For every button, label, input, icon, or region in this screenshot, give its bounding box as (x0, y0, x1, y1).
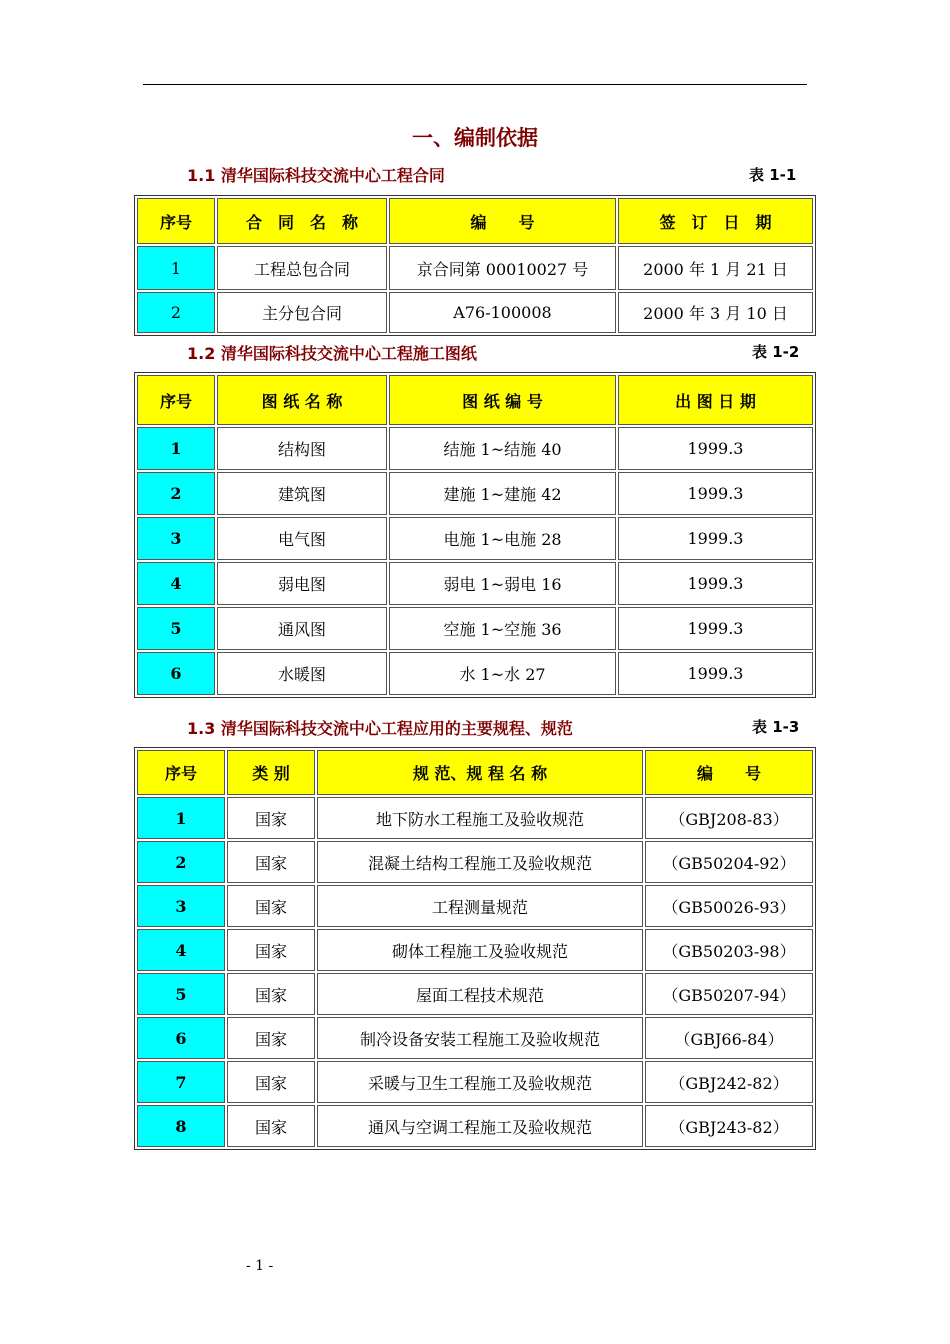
table-cell: 水 1~水 27 (389, 652, 616, 695)
table-cell: 电气图 (217, 517, 387, 560)
table-row (137, 797, 813, 839)
table-cell: 1999.3 (618, 427, 813, 470)
table-cell: 结构图 (217, 427, 387, 470)
header-cell: 签 订 日 期 (618, 198, 813, 244)
table-cell: 结施 1~结施 40 (389, 427, 616, 470)
table-row (137, 1061, 813, 1103)
table-cell: 建筑图 (217, 472, 387, 515)
table-cell: 国家 (227, 841, 315, 883)
table-cell: 砌体工程施工及验收规范 (317, 929, 643, 971)
table-cell: 国家 (227, 885, 315, 927)
header-cell: 图 纸 编 号 (389, 375, 616, 425)
row-index-cell: 4 (137, 562, 215, 605)
table-cell: 国家 (227, 929, 315, 971)
table-cell: 1999.3 (618, 652, 813, 695)
section-1-title: 1.1 清华国际科技交流中心工程合同 (187, 166, 445, 185)
page-title: 一、编制依据 (412, 126, 538, 150)
table-cell: 1999.3 (618, 472, 813, 515)
row-index-cell: 6 (137, 1017, 225, 1059)
row-index-cell: 3 (137, 885, 225, 927)
row-index-cell: 7 (137, 1061, 225, 1103)
table-cell: 混凝土结构工程施工及验收规范 (317, 841, 643, 883)
table-row (137, 562, 813, 605)
section-2-title: 1.2 清华国际科技交流中心工程施工图纸 (187, 344, 477, 363)
table-row (137, 607, 813, 650)
section-1-table-number: 表 1-1 (749, 166, 797, 184)
table-cell: 采暖与卫生工程施工及验收规范 (317, 1061, 643, 1103)
table-cell: （GB50026-93） (645, 885, 813, 927)
table-cell: 1999.3 (618, 607, 813, 650)
table-cell: （GBJ66-84） (645, 1017, 813, 1059)
table-cell: A76-100008 (389, 292, 616, 333)
row-index-cell: 1 (137, 246, 215, 290)
section-2-table-number: 表 1-2 (752, 343, 800, 361)
table-row (137, 885, 813, 927)
table-cell: 1999.3 (618, 562, 813, 605)
header-rule (143, 84, 807, 85)
table-cell: 空施 1~空施 36 (389, 607, 616, 650)
table-row (137, 246, 813, 290)
table-cell: （GB50203-98） (645, 929, 813, 971)
table-cell: （GBJ208-83） (645, 797, 813, 839)
row-index-cell: 2 (137, 292, 215, 333)
table-cell: （GB50204-92） (645, 841, 813, 883)
row-index-cell: 1 (137, 427, 215, 470)
header-cell: 序号 (137, 375, 215, 425)
header-cell: 出 图 日 期 (618, 375, 813, 425)
table-cell: 国家 (227, 1105, 315, 1147)
table-row (137, 929, 813, 971)
header-cell: 合 同 名 称 (217, 198, 387, 244)
table-cell: 弱电 1~弱电 16 (389, 562, 616, 605)
header-cell: 图 纸 名 称 (217, 375, 387, 425)
table-cell: 主分包合同 (217, 292, 387, 333)
row-index-cell: 8 (137, 1105, 225, 1147)
section-3-title: 1.3 清华国际科技交流中心工程应用的主要规程、规范 (187, 719, 573, 738)
row-index-cell: 2 (137, 472, 215, 515)
header-cell: 序号 (137, 198, 215, 244)
contract-table (134, 195, 816, 336)
table-cell: 通风图 (217, 607, 387, 650)
table-cell: 1999.3 (618, 517, 813, 560)
table-header-row (137, 750, 813, 795)
section-3-table-number: 表 1-3 (752, 718, 800, 736)
table-cell: 京合同第 00010027 号 (389, 246, 616, 290)
header-cell: 编 号 (389, 198, 616, 244)
row-index-cell: 4 (137, 929, 225, 971)
table-row (137, 973, 813, 1015)
header-cell: 规 范、规 程 名 称 (317, 750, 643, 795)
header-cell: 编 号 (645, 750, 813, 795)
table-row (137, 292, 813, 333)
table-cell: 建施 1~建施 42 (389, 472, 616, 515)
table-header-row (137, 198, 813, 244)
table-row (137, 652, 813, 695)
page-number: - 1 - (246, 1258, 274, 1274)
table-row (137, 427, 813, 470)
table-header-row (137, 375, 813, 425)
table-cell: 国家 (227, 797, 315, 839)
row-index-cell: 5 (137, 607, 215, 650)
drawings-table (134, 372, 816, 698)
table-cell: （GB50207-94） (645, 973, 813, 1015)
table-cell: （GBJ243-82） (645, 1105, 813, 1147)
header-cell: 类 别 (227, 750, 315, 795)
header-cell: 序号 (137, 750, 225, 795)
row-index-cell: 3 (137, 517, 215, 560)
table-row (137, 1017, 813, 1059)
table-row (137, 517, 813, 560)
table-cell: 国家 (227, 1061, 315, 1103)
table-cell: 制冷设备安装工程施工及验收规范 (317, 1017, 643, 1059)
table-cell: 2000 年 3 月 10 日 (618, 292, 813, 333)
table-cell: 屋面工程技术规范 (317, 973, 643, 1015)
table-cell: 水暖图 (217, 652, 387, 695)
table-cell: 通风与空调工程施工及验收规范 (317, 1105, 643, 1147)
table-cell: 工程总包合同 (217, 246, 387, 290)
standards-table (134, 747, 816, 1150)
table-cell: 弱电图 (217, 562, 387, 605)
table-cell: 工程测量规范 (317, 885, 643, 927)
row-index-cell: 5 (137, 973, 225, 1015)
table-row (137, 841, 813, 883)
table-cell: 2000 年 1 月 21 日 (618, 246, 813, 290)
row-index-cell: 1 (137, 797, 225, 839)
table-row (137, 1105, 813, 1147)
row-index-cell: 2 (137, 841, 225, 883)
table-cell: （GBJ242-82） (645, 1061, 813, 1103)
table-cell: 国家 (227, 1017, 315, 1059)
table-cell: 地下防水工程施工及验收规范 (317, 797, 643, 839)
row-index-cell: 6 (137, 652, 215, 695)
table-cell: 国家 (227, 973, 315, 1015)
table-row (137, 472, 813, 515)
table-cell: 电施 1~电施 28 (389, 517, 616, 560)
